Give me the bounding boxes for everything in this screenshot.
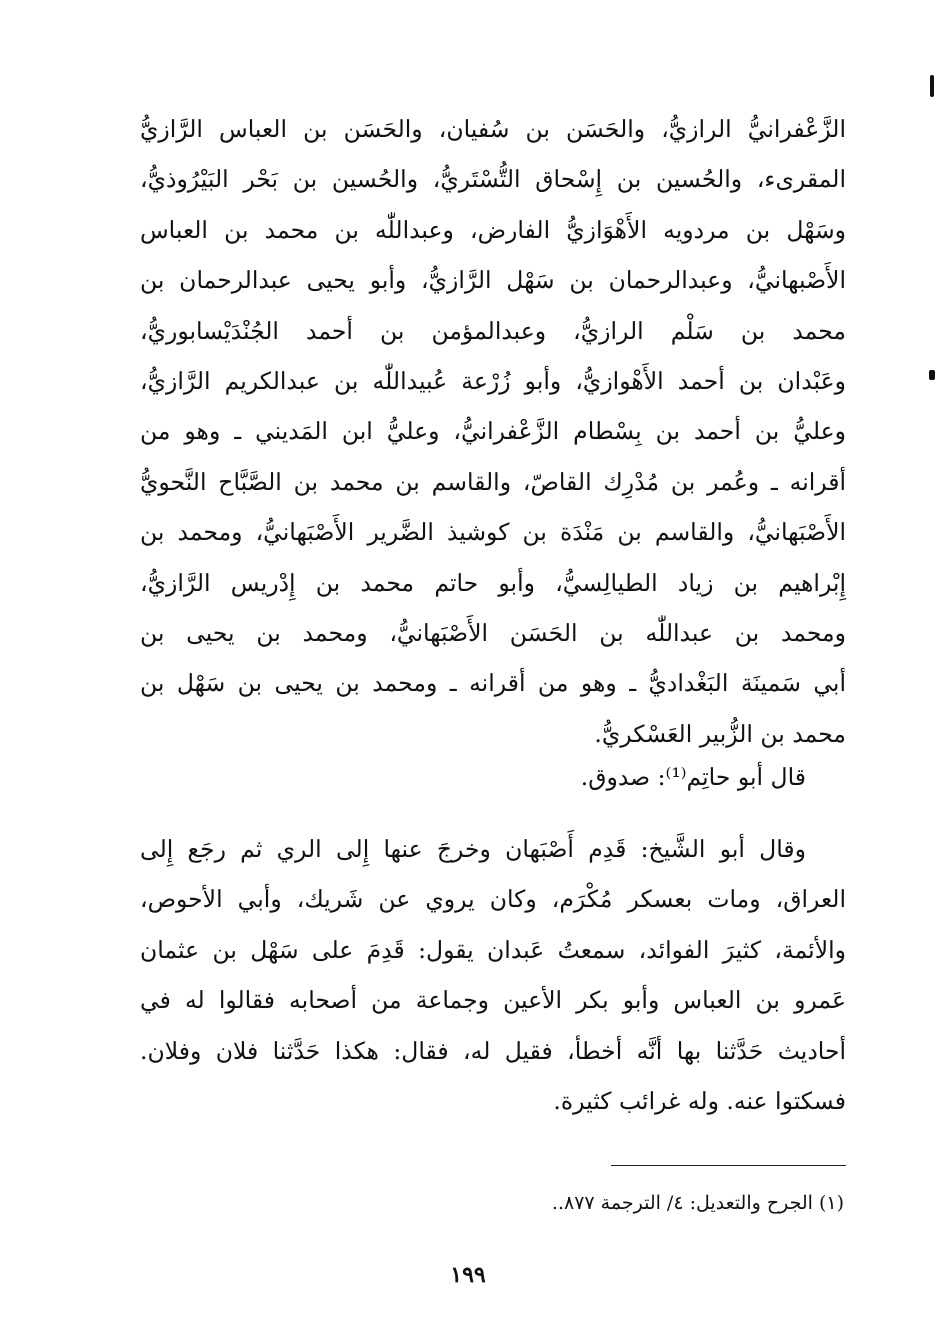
text-line: أبي سَمينَة البَغْداديُّ ـ وهو من أقرانه ـ ومحمد بن يحيى بن سَهْل بن [140,669,846,698]
text-line: وسَهْل بن مردويه الأَهْوَازيُّ الفارض، وعبداللّٰه بن محمد بن العباس [140,215,846,244]
text-line: ومحمد بن عبداللّٰه بن الحَسَن الأَصْبَهانيُّ، ومحمد بن يحيى بن [140,619,846,648]
text-line: العراق، ومات بعسكر مُكْرَم، وكان يروي عن شَريك، وأبي الأحوص، [140,885,846,914]
text-line: قال أبو حاتِم⁽¹⁾: صدوق. [580,763,806,791]
text-line: محمد بن سَلْم الرازيُّ، وعبدالمؤمن بن أحمد الجُنْدَيْسابوريُّ، [140,316,846,345]
text-line: الأَصْبهانيُّ، وعبدالرحمان بن سَهْل الرَّازيُّ، وأبو يحيى عبدالرحمان بن [140,266,846,295]
text-line: والأئمة، كثيرَ الفوائد، سمعتُ عَبدان يقول: قَدِمَ على سَهْل بن عثمان [140,935,846,964]
text-line: الأَصْبَهانيُّ، والقاسم بن مَنْدَة بن كوشيذ الضَّرير الأَصْبَهانيُّ، ومحمد بن [140,518,846,547]
text-line: وعليُّ بن أحمد بن بِسْطام الزَّعْفرانيُّ، وعليُّ ابن المَديني ـ وهو من [140,417,846,446]
text-line: أقرانه ـ وعُمر بن مُدْرِك القاصّ، والقاسم بن محمد بن الصَّبَّاح النَّحويُّ [140,467,846,496]
paragraph-narrators-list [140,104,846,759]
paragraph-abu-hatim [140,752,846,802]
text-line: أحاديث حَدَّثنا بها أنَّه أخطأ، فقيل له، فقال: هكذا حَدَّثنا فلان وفلان. [140,1036,846,1065]
footnote: (١) الجرح والتعديل: ٤/ الترجمة ٨٧٧.. [551,1192,844,1214]
paragraph-abu-al-shaykh [140,824,846,1126]
scan-edge-mark [929,370,935,380]
text-line: إِبْراهيم بن زياد الطيالِسيُّ، وأبو حاتم محمد بن إِدْريس الرَّازيُّ، [140,568,846,597]
text-line: المقرىء، والحُسين بن إِسْحاق التُّسْتَريُّ، والحُسين بن بَحْر البَيْرُوذيُّ، [140,165,846,194]
text-line: محمد بن الزُّبير العَسْكريُّ. [594,719,846,748]
text-line: وعَبْدان بن أحمد الأَهْوازيُّ، وأبو زُرْعة عُبيداللّٰه بن عبدالكريم الرَّازيُّ، [140,367,846,396]
text-line: عَمرو بن العباس وأبو بكر الأعين وجماعة من أصحابه فقالوا له في [140,986,846,1015]
text-line: الزَّعْفرانيُّ الرازيُّ، والحَسَن بن سُفيان، والحَسَن بن العباس الرَّازيُّ [140,115,846,143]
page-number: ١٩٩ [450,1262,486,1288]
footnote-separator [611,1165,846,1166]
text-line: فسكتوا عنه. وله غرائب كثيرة. [553,1087,846,1116]
text-line: وقال أبو الشَّيخ: قَدِم أَصْبَهان وخرجَ عنها إِلى الري ثم رجَع إِلى [140,835,806,863]
scan-edge-mark [930,75,934,97]
